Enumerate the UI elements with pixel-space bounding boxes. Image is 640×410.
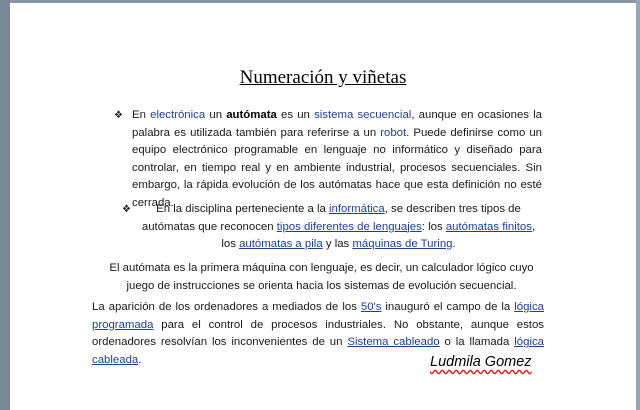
link-automatas-pila[interactable]: autómatas a pila [239,238,323,251]
document-page[interactable] [10,3,636,410]
paragraph-first-machine: El autómata es la primera máquina con lenguaje, es decir, un calculador lógico cuyo juego de instrucciones se orienta hacia los sistemas de evolución secuencial. [109,262,534,292]
link-electronica[interactable]: electrónica [150,109,206,121]
link-50s[interactable]: 50's [360,301,382,313]
link-logica-cableada[interactable]: lógica cableada [92,336,545,366]
link-robot[interactable]: robot [380,126,407,139]
window-right-edge [636,0,640,410]
link-tipos-lenguajes[interactable]: tipos diferentes de lenguajes [276,220,422,233]
link-maquinas-turing[interactable]: máquinas de Turing [352,238,453,251]
bullet-diamond-icon: ❖ [122,204,131,215]
author-signature: Ludmila Gomez [430,354,532,370]
paragraph-automata-definition: En electrónica un autómata es un sistema secuencial, aunque en ocasiones la palabra es utilizada también para referirse a un robot. Puede definirse como un equipo electrónico programable en lenguaje no informático y diseñado para controlar, en tiempo real y en ambiente industrial, procesos secuenciales. Sin embargo, la rápida evolución de los autómatas hace que esta definición no esté cerrada. [132,109,543,209]
link-automatas-finitos[interactable]: autómatas finitos [445,220,532,233]
window-left-edge [0,0,10,410]
link-sistema-cableado[interactable]: Sistema cableado [347,336,440,349]
paragraph-automata-types: En la disciplina perteneciente a la informática, se describen tres tipos de autómatas que reconocen tipos diferentes de lenguajes: los autómatas finitos, los autómatas a pila y las máquinas de Turing. [141,203,536,251]
bold-term-automata: autómata [226,109,277,121]
link-informatica[interactable]: informática [329,203,385,215]
paragraph-programmed-logic: La aparición de los ordenadores a mediados de los 50's inauguró el campo de la lógica programada para el control de procesos industriales. No obstante, aunque estos ordenadores resolvían los inconvenientes de un Sistema cableado o la llamada lógica cableada. [92,301,545,366]
link-sistema-secuencial[interactable]: sistema secuencial [314,109,412,121]
bullet-diamond-icon: ❖ [114,110,123,121]
link-logica-programada[interactable]: lógica programada [92,301,544,331]
document-title: Numeración y viñetas [239,67,407,88]
